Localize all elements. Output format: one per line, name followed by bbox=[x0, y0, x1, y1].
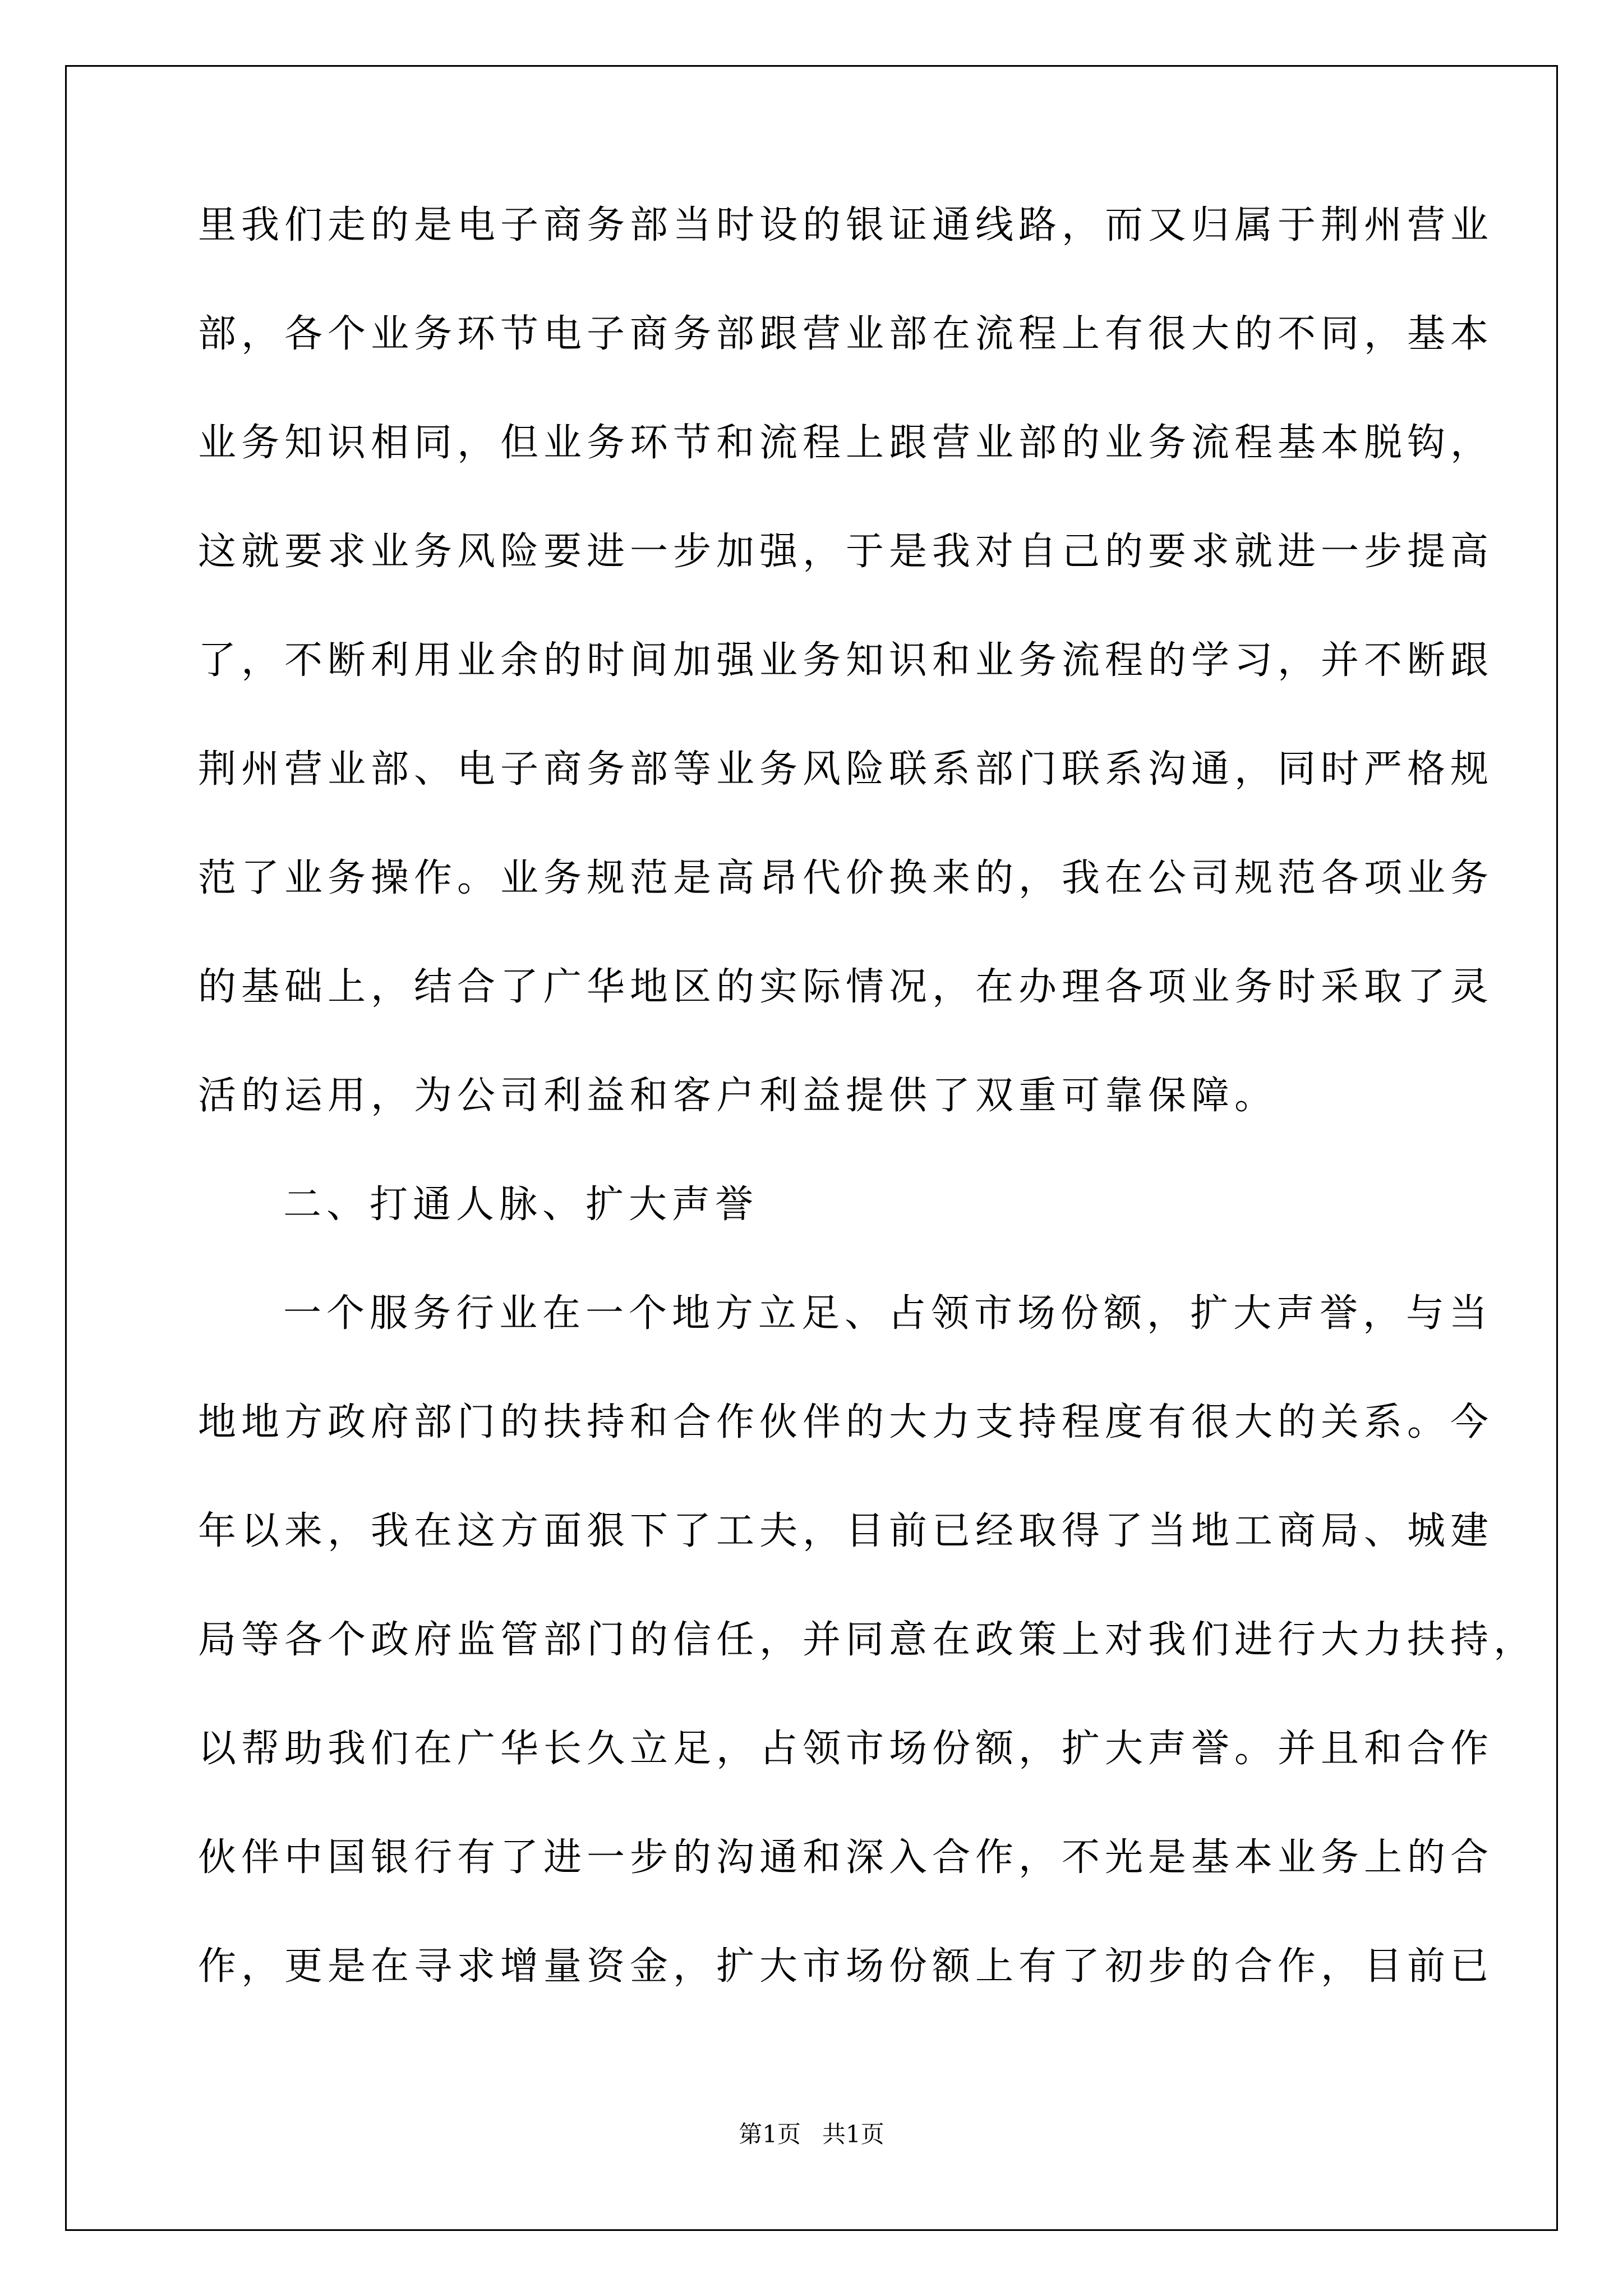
paragraph-first-line: 一个服务行业在一个地方立足、占领市场份额，扩大声誉，与当 bbox=[283, 1291, 1493, 1336]
text-line: 年以来，我在这方面狠下了工夫，目前已经取得了当地工商局、城建 bbox=[198, 1509, 1494, 1553]
page-number: 第1页 bbox=[739, 2120, 801, 2148]
text-line: 作，更是在寻求增量资金，扩大市场份额上有了初步的合作，目前已 bbox=[198, 1944, 1494, 1989]
text-line: 的基础上，结合了广华地区的实际情况，在办理各项业务时采取了灵 bbox=[198, 965, 1494, 1009]
text-line: 地地方政府部门的扶持和合作伙伴的大力支持程度有很大的关系。今 bbox=[198, 1400, 1494, 1444]
text-line: 范了业务操作。业务规范是高昂代价换来的，我在公司规范各项业务 bbox=[198, 856, 1494, 900]
text-line: 里我们走的是电子商务部当时设的银证通线路，而又归属于荆州营业 bbox=[198, 203, 1494, 247]
text-line: 以帮助我们在广华长久立足，占领市场份额，扩大声誉。并且和合作 bbox=[198, 1727, 1494, 1771]
text-line: 局等各个政府监管部门的信任，并同意在政策上对我们进行大力扶持， bbox=[198, 1618, 1537, 1662]
text-line: 业务知识相同，但业务环节和流程上跟营业部的业务流程基本脱钩， bbox=[198, 421, 1494, 465]
section-heading: 二、打通人脉、扩大声誉 bbox=[283, 1182, 759, 1227]
page-border bbox=[65, 65, 1558, 2231]
page-footer bbox=[0, 2116, 1623, 2150]
text-line: 部，各个业务环节电子商务部跟营业部在流程上有很大的不同，基本 bbox=[198, 312, 1494, 356]
text-line: 伙伴中国银行有了进一步的沟通和深入合作，不光是基本业务上的合 bbox=[198, 1835, 1494, 1880]
text-line: 活的运用，为公司利益和客户利益提供了双重可靠保障。 bbox=[198, 1074, 1278, 1118]
text-line: 这就要求业务风险要进一步加强，于是我对自己的要求就进一步提高 bbox=[198, 530, 1494, 574]
text-line: 荆州营业部、电子商务部等业务风险联系部门联系沟通，同时严格规 bbox=[198, 747, 1494, 792]
page-total: 共1页 bbox=[822, 2120, 884, 2148]
text-line: 了，不断利用业余的时间加强业务知识和业务流程的学习，并不断跟 bbox=[198, 638, 1494, 683]
